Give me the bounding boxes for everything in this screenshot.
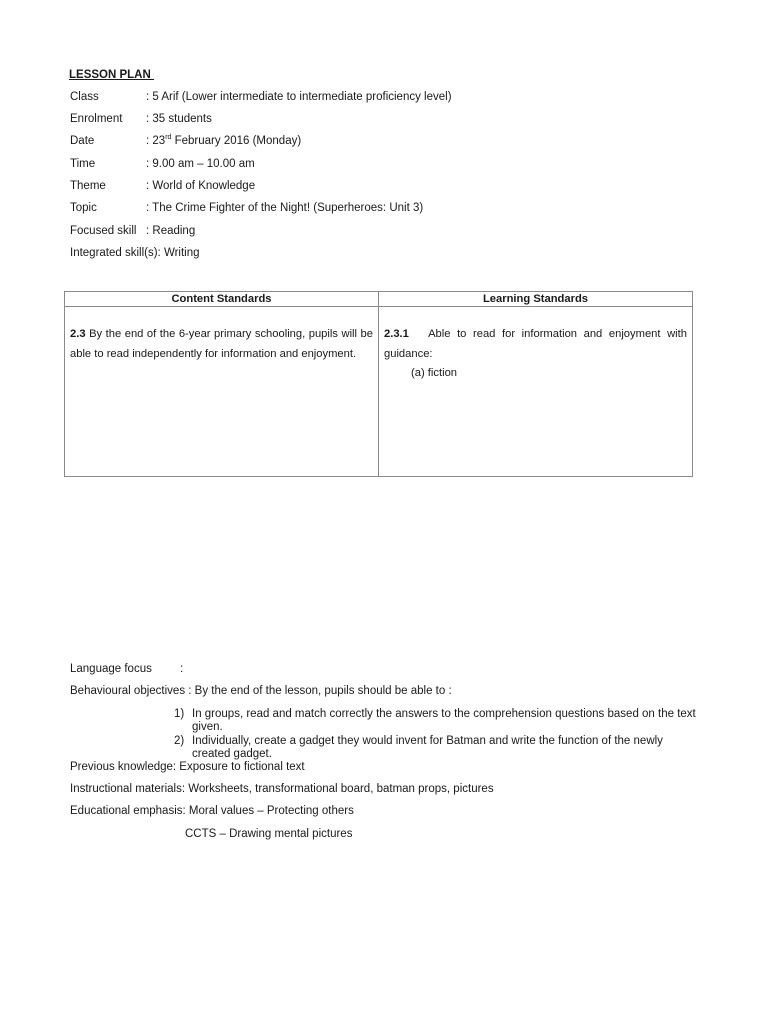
content-standard-text: By the end of the 6-year primary schooling, pupils will be able to read independently for information and enjoyment. xyxy=(70,328,373,360)
previous-knowledge: Previous knowledge: Exposure to fictional text xyxy=(70,761,305,773)
objective-number: 1) xyxy=(174,708,185,720)
standards-table xyxy=(64,291,693,477)
topic-value: : The Crime Fighter of the Night! (Superheroes: Unit 3) xyxy=(146,202,424,214)
date-value-rest: February 2016 (Monday) xyxy=(171,135,302,147)
educational-emphasis: Educational emphasis: Moral values – Protecting others xyxy=(70,805,354,817)
learning-standard-item: (a) fiction xyxy=(411,367,458,379)
objective-text: Individually, create a gadget they would invent for Batman and write the function of the newly created gadget. xyxy=(192,735,663,760)
date-value-day: : 23 xyxy=(146,135,166,147)
time-value: : 9.00 am – 10.00 am xyxy=(146,158,255,170)
objective-text: In groups, read and match correctly the answers to the comprehension questions based on the text given. xyxy=(192,708,696,733)
date-value-ordinal: rd xyxy=(165,134,172,142)
ccts-line: CCTS – Drawing mental pictures xyxy=(185,828,353,840)
page-title: LESSON PLAN xyxy=(69,69,154,81)
learning-standards-cell xyxy=(379,307,693,477)
content-standards-header: Content Standards xyxy=(65,292,379,307)
standards-header-row xyxy=(65,292,693,307)
date-value xyxy=(146,135,301,147)
content-standards-cell xyxy=(65,307,379,477)
theme-value: : World of Knowledge xyxy=(146,180,256,192)
objective-number: 2) xyxy=(174,735,185,747)
standards-body-row xyxy=(65,307,693,477)
date-label: Date xyxy=(70,135,95,147)
focused-skill-value: : Reading xyxy=(146,225,196,237)
time-label: Time xyxy=(70,158,96,170)
language-focus xyxy=(70,663,184,675)
learning-standards-header: Learning Standards xyxy=(379,292,693,307)
language-focus-label: Language focus xyxy=(70,663,152,675)
class-value: : 5 Arif (Lower intermediate to intermediate proficiency level) xyxy=(146,91,452,103)
behavioural-objectives-label: Behavioural objectives : By the end of the lesson, pupils should be able to : xyxy=(70,685,452,697)
enrolment-label: Enrolment xyxy=(70,113,123,125)
instructional-materials: Instructional materials: Worksheets, transformational board, batman props, pictures xyxy=(70,783,494,795)
content-standard-code: 2.3 xyxy=(70,328,86,340)
integrated-skills-text: Integrated skill(s): Writing xyxy=(70,247,200,259)
class-label: Class xyxy=(70,91,99,103)
topic-label: Topic xyxy=(70,202,97,214)
theme-label: Theme xyxy=(70,180,106,192)
language-focus-colon: : xyxy=(180,663,184,675)
enrolment-value: : 35 students xyxy=(146,113,212,125)
learning-standard-text: Able to read for information and enjoyment with guidance: xyxy=(384,328,691,360)
learning-standard xyxy=(384,325,691,364)
learning-standard-code: 2.3.1 xyxy=(384,328,409,340)
focused-skill-label: Focused skill xyxy=(70,225,137,237)
